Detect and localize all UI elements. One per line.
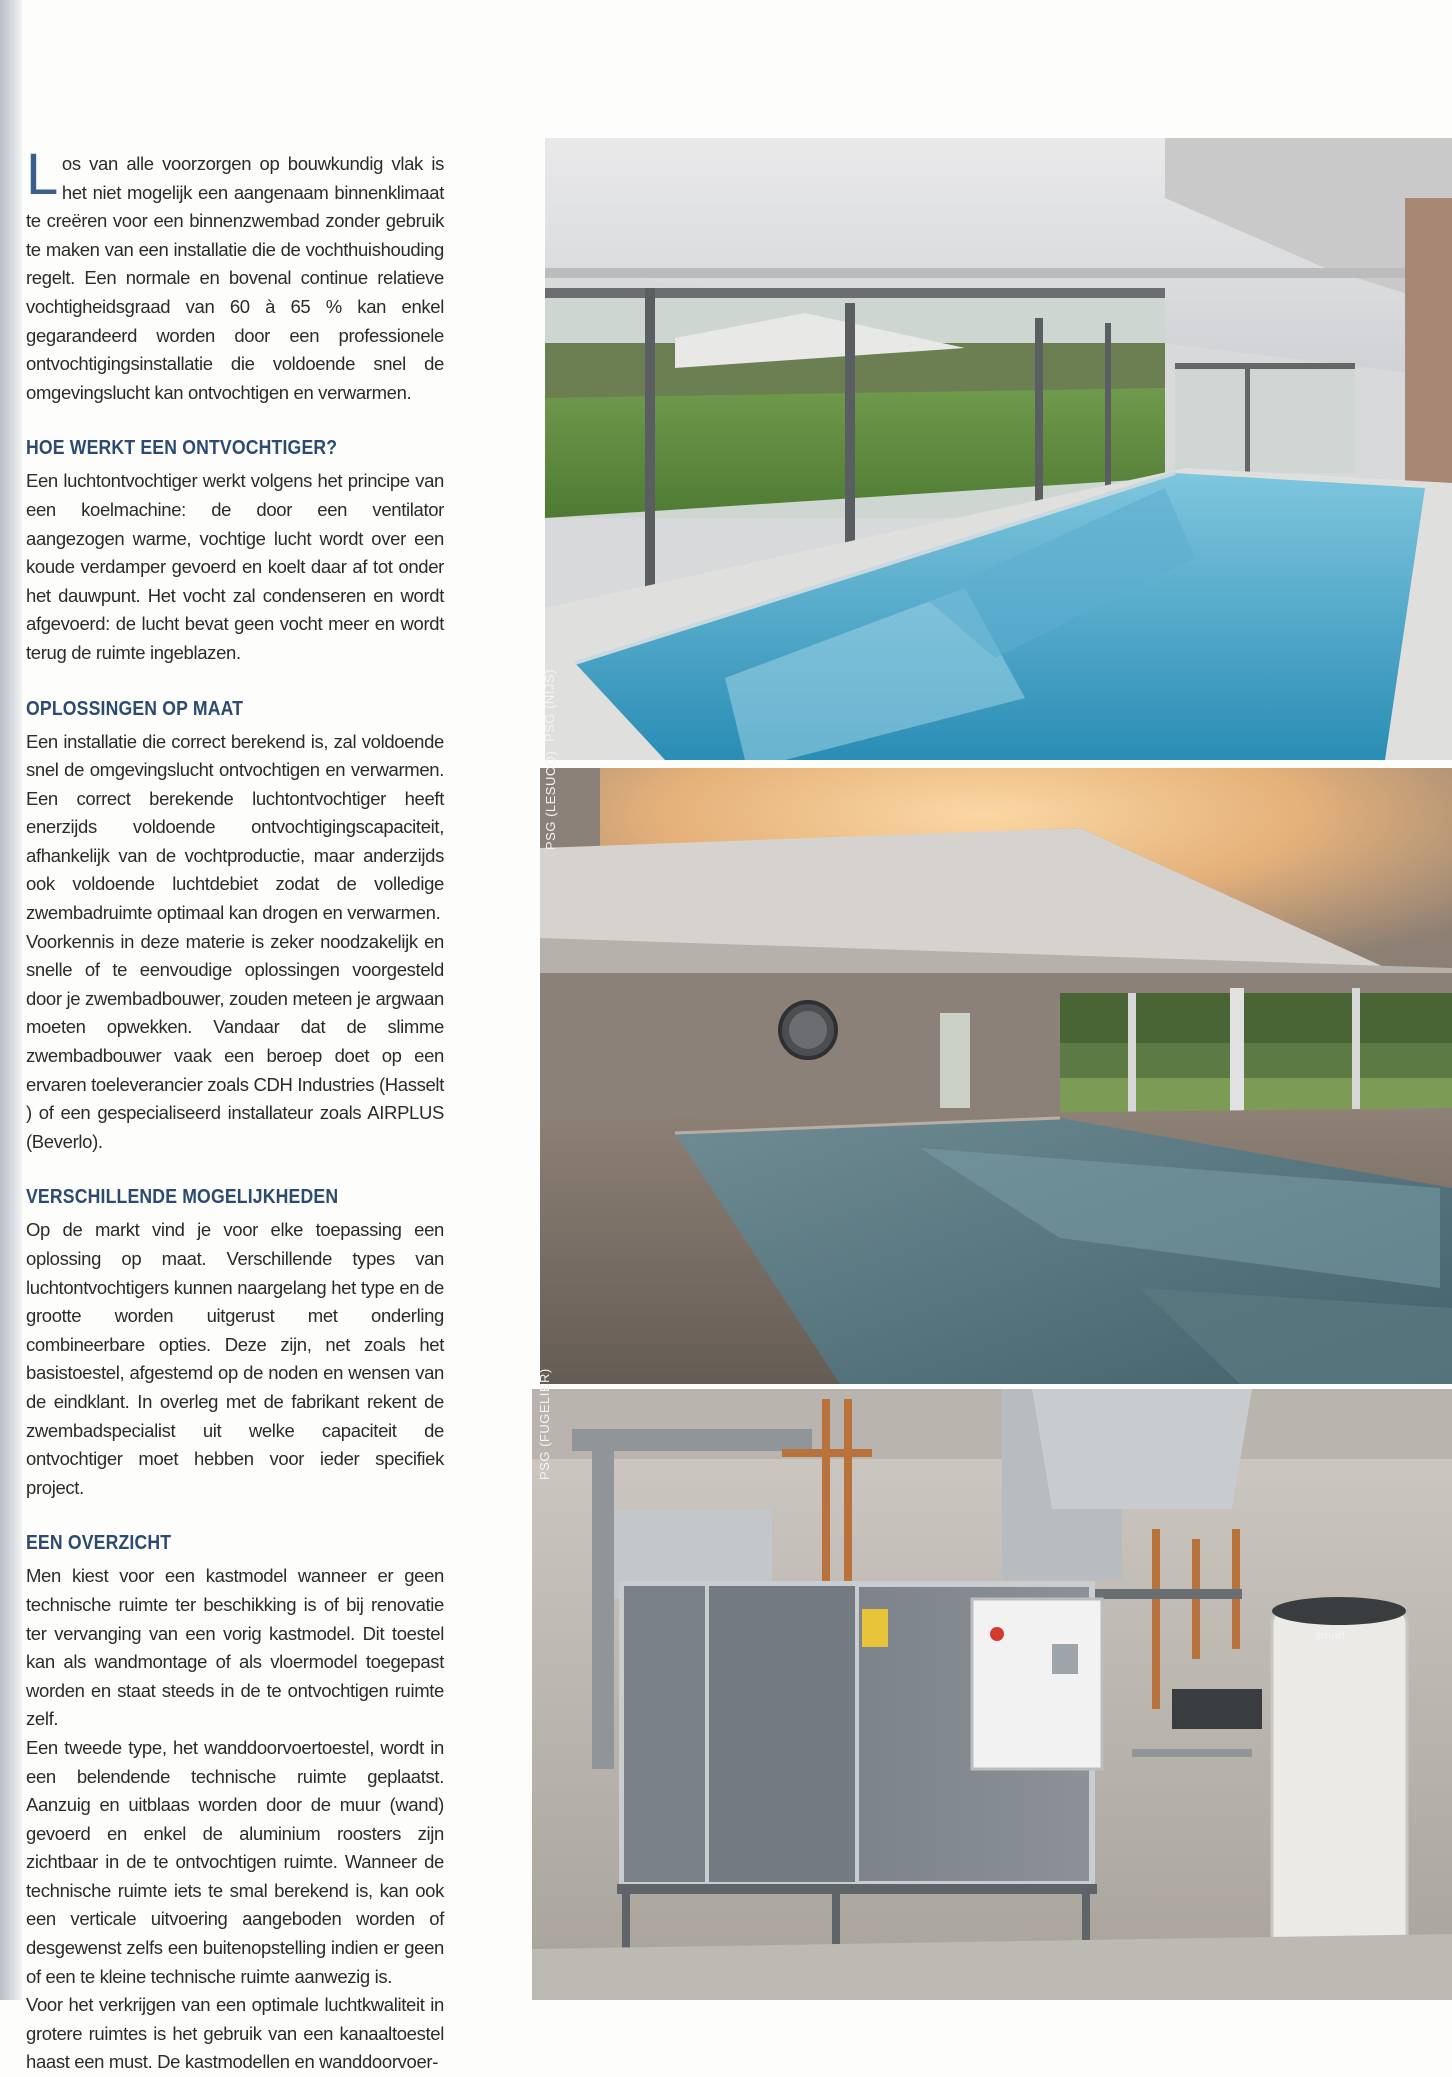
heading-hoe-werkt: HOE WERKT EEN ONTVOCHTIGER? xyxy=(26,436,338,460)
photo-technical-room xyxy=(532,1389,1452,2000)
drop-cap: L xyxy=(26,142,58,207)
section-2-paragraph-2: Voorkennis in deze materie is zeker noodzakelijk en snelle of te eenvoudige oplossingen voorgesteld door je zwembadbouwer, zouden meteen je argwaan moeten opwekken. Vandaar dat de slimme zwembadbouwer vaak een beroep doet op een ervaren toeleverancier zoals CDH Industries (Hasselt ) of een gespecialiseerd installateur zoals AIRPLUS (Beverlo). xyxy=(26,930,444,1152)
pool-glass-illustration xyxy=(545,138,1452,760)
section-4-paragraph-2: Een tweede type, het wanddoorvoertoestel, wordt in een belendende technische ruimte geplaatst. Aanzuig en uitblaas worden door de muur (wand) gevoerd en enkel de aluminium roosters zijn zichtbaar in de te ontvochtigen ruimte. Wanneer de technische ruimte iets te smal berekend is, kan ook een verticale uitvoering aangeboden worden of desgewenst zelfs een buitenopstelling indien er geen of een te kleine technische ruimte aanwezig is. xyxy=(26,1736,444,1987)
photo-pool-glass-walls xyxy=(545,138,1452,760)
section-4-paragraph-1: Men kiest voor een kastmodel wanneer er geen technische ruimte ter beschikking is of bij renovatie ter vervanging van een vorig kastmodel. Dit toestel kan als wandmontage of als vloermodel toegepast worden en staat steeds in de te ontvochtigen ruimte zelf. xyxy=(26,1565,444,1730)
photo-credit-2: PSG (LESUCO) xyxy=(543,750,558,850)
heading-mogelijkheden: VERSCHILLENDE MOGELIJKHEDEN xyxy=(26,1185,339,1209)
article-column xyxy=(26,142,444,2077)
section-3-paragraph-1: Op de markt vind je voor elke toepassing een oplossing op maat. Verschillende types van luchtontvochtigers kunnen naargelang het type en de grootte worden uitgerust met onderling combineerbare opties. Deze zijn, net zoals het basistoestel, afgestemd op de noden en wensen van de eindklant. In overleg met de fabrikant rekent de zwembadspecialist uit welke capaciteit de ontvochtiger moet hebben voor ieder specifiek project. xyxy=(26,1219,444,1498)
photo-credit-1: PSG (NIJS) xyxy=(542,669,557,742)
technical-room-illustration xyxy=(532,1389,1452,2000)
photo-credit-3: PSG (FUGELIER) xyxy=(537,1368,552,1480)
intro-paragraph xyxy=(26,142,444,407)
heading-overzicht: EEN OVERZICHT xyxy=(26,1531,172,1555)
tank-brand-label: smart xyxy=(1315,1628,1345,1642)
section-4-paragraph-3: Voor het verkrijgen van een optimale luchtkwaliteit in grotere ruimtes is het gebruik van een kanaaltoestel haast een must. De kastmodellen en wanddoorvoer- xyxy=(26,1994,444,2073)
section-2-paragraph-1: Een installatie die correct berekend is, zal voldoende snel de omgevingslucht ontvochtigen en verwarmen. Een correct berekende luchtontvochtiger heeft enerzijds voldoende ontvochtigingscapaciteit, afhankelijk van de vochtproductie, maar anderzijds ook voldoende luchtdebiet zodat de volledige zwembadruimte optimaal kan drogen en verwarmen. xyxy=(26,730,444,924)
intro-text: os van alle voorzorgen op bouwkundig vlak is het niet mogelijk een aangenaam binnenklimaat te creëren voor een binnenzwembad zonder gebruik te maken van een installatie die de vochthuishouding regelt. Een normale en bovenal continue relatieve vochtigheidsgraad van 60 à 65 % kan enkel gegarandeerd worden door een professionele ontvochtigingsinstallatie die voldoende snel de omgevingslucht kan ontvochtigen en verwarmen. xyxy=(26,153,444,403)
pool-ceiling-illustration xyxy=(540,768,1452,1384)
heading-oplossingen: OPLOSSINGEN OP MAAT xyxy=(26,696,244,720)
photo-pool-warm-ceiling xyxy=(540,768,1452,1384)
section-1-paragraph-1: Een luchtontvochtiger werkt volgens het principe van een koelmachine: de door een ventilator aangezogen warme, vochtige lucht wordt over een koude verdamper gevoerd en koelt daar af tot onder het dauwpunt. Het vocht zal condenseren en wordt afgevoerd: de lucht bevat geen vocht meer en wordt terug de ruimte ingeblazen. xyxy=(26,470,444,663)
page-binding-shadow xyxy=(0,0,22,2000)
